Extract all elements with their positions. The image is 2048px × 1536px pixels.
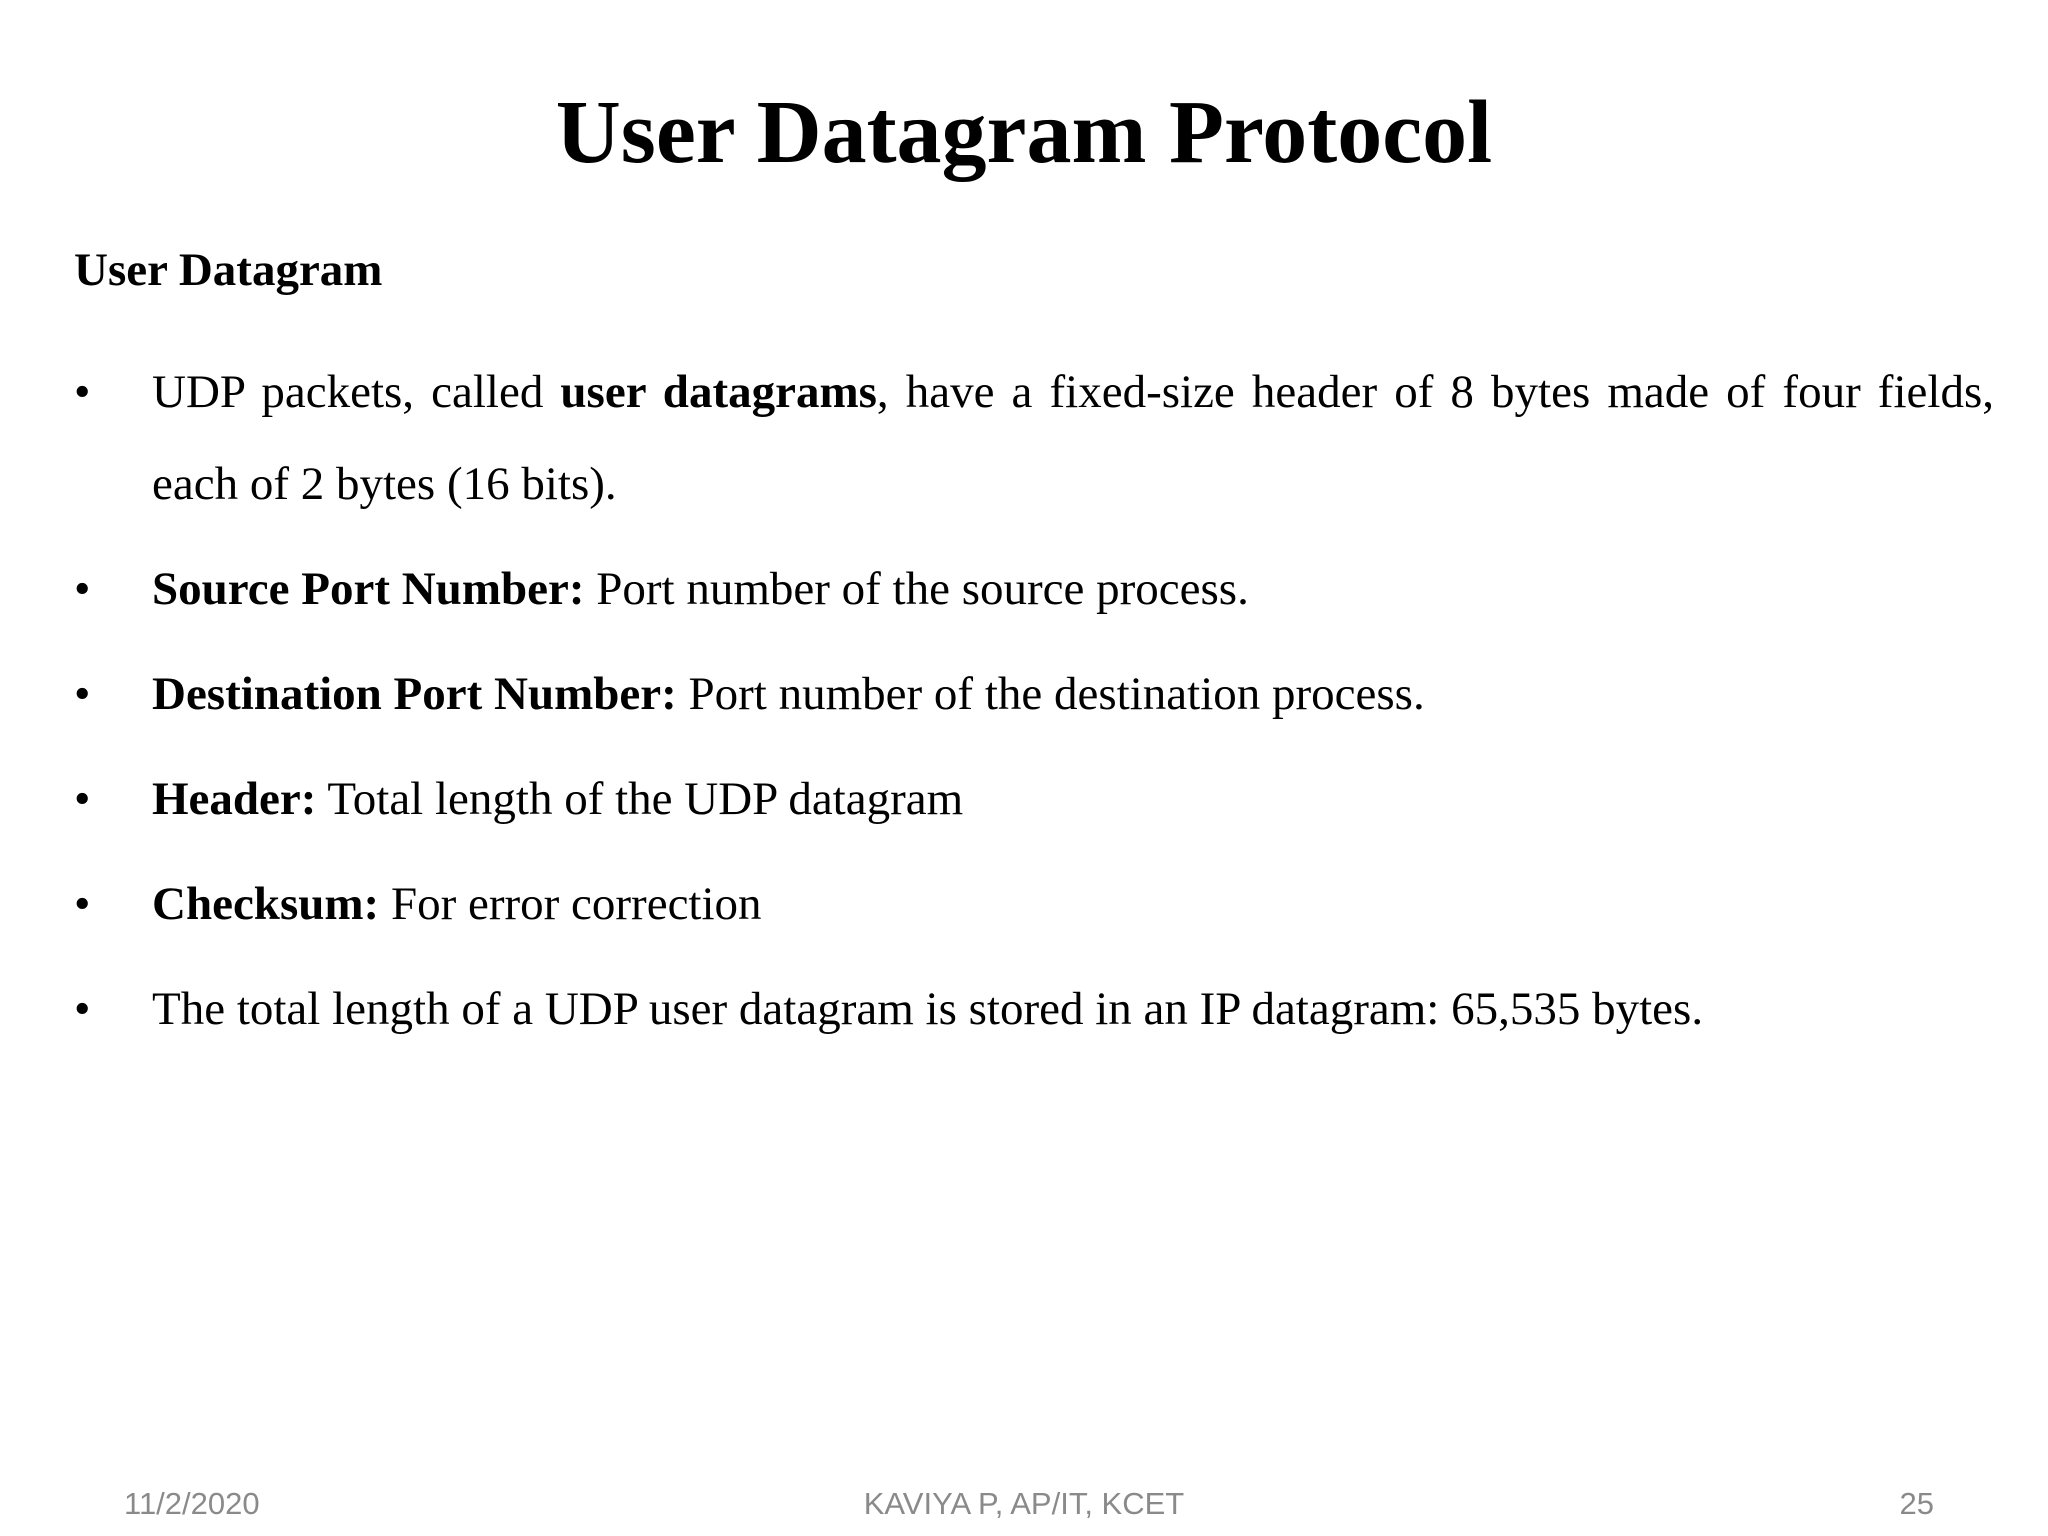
bullet-item-source-port (74, 543, 1994, 635)
bullet-item-destination-port (74, 648, 1994, 740)
bullet-item-header (74, 753, 1994, 845)
bullet-icon: • (74, 563, 91, 615)
bullet-text: , have a fixed-size header of 8 bytes made of four fields, each of 2 bytes (16 bits). (152, 366, 1994, 510)
bullet-item-checksum (74, 858, 1994, 950)
bullet-icon: • (74, 983, 91, 1035)
section-heading: User Datagram (74, 244, 383, 296)
bullet-list (74, 346, 1994, 1068)
bullet-icon: • (74, 668, 91, 720)
bullet-text: Total length of the UDP datagram (316, 773, 964, 825)
footer-author: KAVIYA P, AP/IT, KCET (863, 1486, 1185, 1521)
bullet-term: Destination Port Number: (152, 668, 677, 720)
bullet-icon: • (74, 878, 91, 930)
bullet-text: Port number of the destination process. (676, 668, 1425, 720)
bullet-item-udp-packets (74, 346, 1994, 530)
bullet-term: Source Port Number: (152, 563, 585, 615)
bullet-item-total-length (74, 963, 1994, 1055)
bullet-icon: • (74, 773, 91, 825)
bullet-text: For error correction (379, 878, 762, 930)
bullet-term: Checksum: (152, 878, 380, 930)
bullet-term: Header: (152, 773, 317, 825)
footer-date: 11/2/2020 (124, 1486, 260, 1521)
slide-title: User Datagram Protocol (555, 83, 1493, 182)
footer-page-number: 25 (1899, 1486, 1934, 1521)
bullet-text: Port number of the source process. (584, 563, 1249, 615)
bullet-text-pre: UDP packets, called (152, 366, 561, 418)
bullet-text: The total length of a UDP user datagram is stored in an IP datagram: 65,535 bytes. (152, 983, 1704, 1035)
bullet-icon: • (74, 366, 91, 418)
bullet-term: user datagrams (560, 366, 877, 418)
